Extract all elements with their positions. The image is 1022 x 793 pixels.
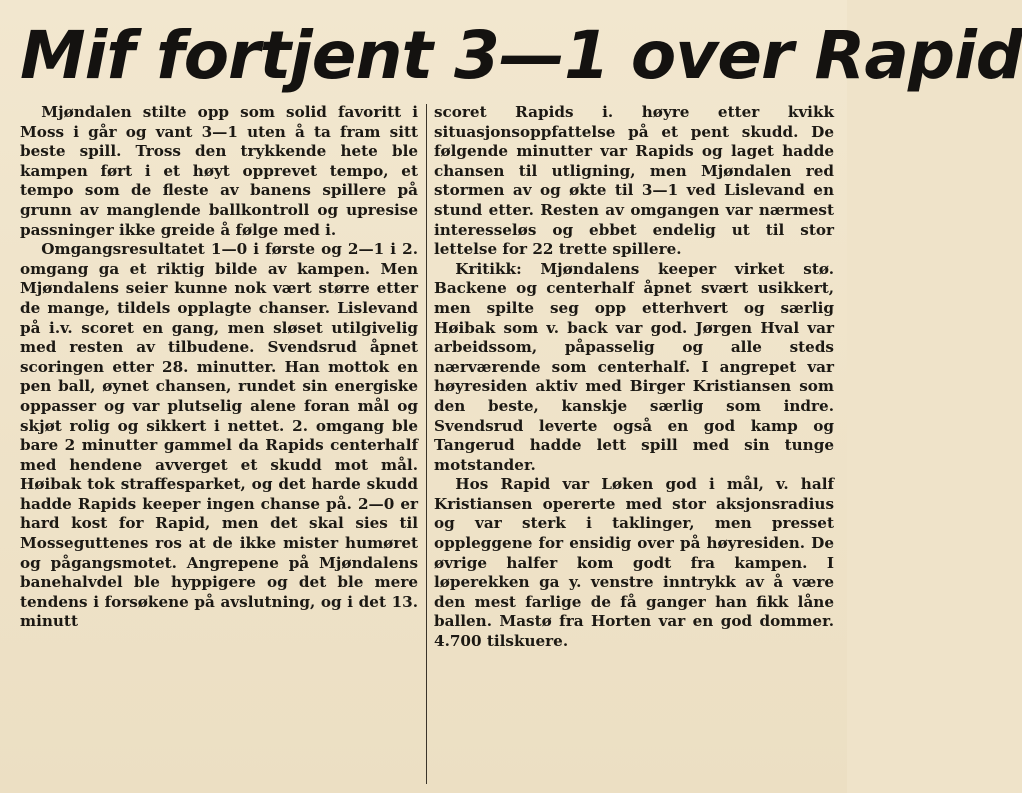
right-column: [434, 103, 834, 652]
paragraph-intro: Mjøndalen stilte opp som solid favoritt i Moss i går og vant 3—1 uten å ta fram sitt beste spill. Tross den trykkende hete ble kampen ført i et høyt opprevet tempo, et tempo som de fleste av banens spillere på grunn av manglende ballkontroll og upresise passninger ikke greide å følge med i.: [20, 103, 418, 239]
paragraph-critique: Kritikk: Mjøndalens keeper virket stø. Backene og centerhalf åpnet svært usikkert, men spilte seg opp etterhvert og særlig Høibak som v. back var god. Jørgen Hval var arbeidssom, påpasselig og alle steds nærværende som centerhalf. I angrepet var høyresiden aktiv med Birger Kristiansen som den beste, kanskje særlig som indre. Svendsrud leverte også en god kamp og Tangerud hadde lett spill med sin tunge motstander.: [434, 259, 834, 474]
left-column: [20, 103, 418, 632]
paragraph-rapid: Hos Rapid var Løken god i mål, v. half Kristiansen opererte med stor aksjonsradius og var sterk i taklinger, men presset oppleggene for ensidig over på høyresiden. De øvrige halfer kom godt fra kampen. I løperekken ga y. venstre inntrykk av å være den mest farlige de få ganger han fikk låne ballen. Mastø fra Horten var en god dommer. 4.700 tilskuere.: [434, 475, 834, 651]
paragraph-continuation: scoret Rapids i. høyre etter kvikk situasjonsoppfattelse på et pent skudd. De følgende minutter var Rapids og laget hadde chansen til utligning, men Mjøndalen red stormen av og økte til 3—1 ved Lislevand en stund etter. Resten av omgangen var nærmest interesseløs og ebbet endelig ut til stor lettelse for 22 trette spillere.: [434, 103, 834, 259]
column-divider: [426, 104, 427, 784]
paragraph-halftime: Omgangsresultatet 1—0 i første og 2—1 i 2. omgang ga et riktig bilde av kampen. Men Mjøndalens seier kunne nok vært større etter de mange, tildels opplagte chanser. Lislevand på i.v. scoret en gang, men sløset utilgivelig med resten av tilbudene. Svendsrud åpnet scoringen etter 28. minutter. Han mottok en pen ball, øynet chansen, rundet sin energiske oppasser og var plutselig alene foran mål og skjøt rolig og sikkert i nettet. 2. omgang ble bare 2 minutter gammel da Rapids centerhalf med hendene avverget et skudd mot mål. Høibak tok straffesparket, og det harde skudd hadde Rapids keeper ingen chanse på. 2—0 er hard kost for Rapid, men det skal sies til Mosseguttenes ros at de ikke mister humøret og pågangsmotet. Angrepene på Mjøndalens banehalvdel ble hyppigere og det ble mere tendens i forsøkene på avslutning, og i det 13. minutt: [20, 240, 418, 631]
headline: Mif fortjent 3—1 over Rapid: [20, 17, 1022, 94]
